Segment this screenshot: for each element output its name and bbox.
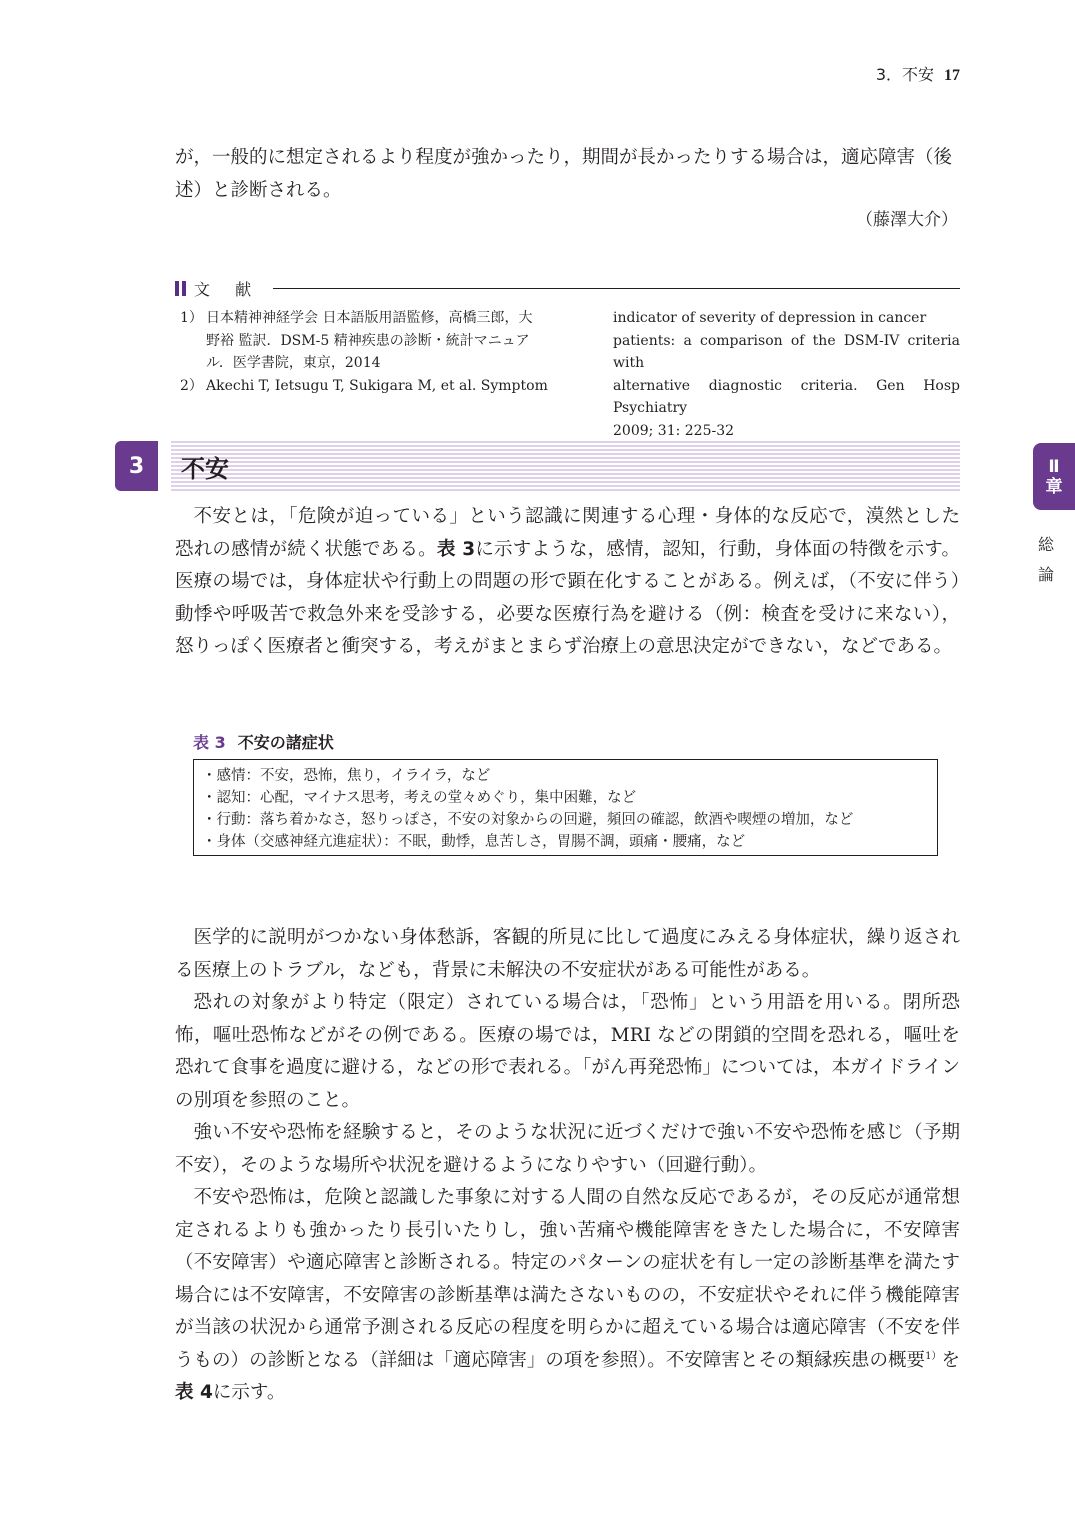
paragraph: 医学的に説明がつかない身体愁訴，客観的所見に比して過度にみえる身体症状，繰り返される医療上のトラブル，なども，背景に未解決の不安症状がある可能性がある。 [175,927,960,981]
paragraph [175,1182,960,1410]
table-title: 不安の諸症状 [237,733,334,752]
text-span: を [941,1349,960,1371]
reference-line: 野裕 監訳．DSM-5 精神疾患の診断・統計マニュア [206,332,530,349]
heading-bar-icon [182,281,186,296]
text-span: 不安や恐怖は，危険と認識した事象に対する人間の自然な反応であるが，その反応が通常想定されるよりも強かったり長引いたりし，強い苦痛や機能障害をきたした場合に，不安障害（不安障害）や適応障害と診断される。特定のパターンの症状を有し一定の診断基準を満たす場合には不安障害，不安障害の診断基準は満たさないものの，不安症状やそれに伴う機能障害が当該の状況から通常予測される反応の程度を明らかに超えている場合は適応障害（不安を伴うもの）の診断となる（詳細は「適応障害」の項を参照）。不安障害とその類縁疾患の概要 [175,1187,960,1371]
reference-line: indicator of severity of depression in cancer [613,310,927,326]
text-span: 恐れの感情が続く状態である。 [175,538,437,560]
section-label: 3．不安 [875,65,934,84]
chapter-name-char: 総 [1037,535,1054,554]
symptoms-table [193,759,938,856]
section-number: 3 [115,441,158,491]
chapter-roman: Ⅱ [1048,456,1060,477]
paragraph: 強い不安や恐怖を経験すると，そのような状況に近づくだけで強い不安や恐怖を感じ（予期不安），そのような場所や状況を避けるようになりやすい（回避行動）。 [175,1122,960,1176]
table-reference-link[interactable]: 表 3 [436,538,476,560]
text-span: い），怒りっぽく医療者と衝突する，考えがまとまらず治療上の意思決定ができない，などで [175,603,960,657]
reference-item [180,375,552,398]
reference-line: 2009; 31: 225-32 [613,422,735,439]
text-span: う）動悸や呼吸苦で救急外来を受診する，必要な医療行為を避ける（例：検査を受けに来な [175,571,960,625]
table-reference-link[interactable]: 表 4 [175,1382,213,1403]
intro-line: が，一般的に想定されるより程度が強かったり，期間が長かったりする場合は，適応障害（後 [175,147,953,168]
references-heading [175,277,960,300]
chapter-name-char: 論 [1037,565,1054,584]
table-row: ・身体（交感神経亢進症状）：不眠，動悸，息苦しさ，胃腸不調，頭痛・腰痛，など [202,834,746,850]
table-number: 表 3 [193,733,226,752]
text-span: に示すような，感情，認知，行動，身体面の特徴を示す。 [475,538,960,560]
chapter-label: 章 [1045,476,1063,497]
reference-line: 日本精神神経学会 日本語版用語監修，高橋三郎，大 [206,310,533,326]
table-row: ・行動：落ち着かなさ，怒りっぽさ，不安の対象からの回避，頻回の確認，飲酒や喫煙の増加，など [202,812,854,828]
body-paragraphs [175,922,960,1410]
section-heading [115,441,960,491]
intro-line: 述）と診断される。 [175,179,342,201]
table-row: ・感情：不安，恐怖，焦り，イライラ，など [202,768,491,784]
text-span: に示す。 [212,1382,286,1403]
running-head [876,62,960,85]
reference-line: alternative diagnostic criteria. Gen Hosp Psychiatry [613,377,960,416]
references-left-column [180,307,552,397]
page-number: 17 [944,67,960,84]
anxiety-definition-paragraph [175,501,960,664]
intro-paragraph [175,142,960,207]
author-credit: （藤澤大介） [856,210,958,230]
references-right-column [613,307,960,442]
paragraph [175,501,960,664]
section-stripe [171,441,960,491]
reference-line: patients: a comparison of the DSM-IV criteria with [613,332,960,371]
reference-line: ル．医学書院，東京，2014 [206,355,381,371]
text-span: 不安とは，「危険が迫っている」という認識に関連する心理・身体的な反応で，漠然とした [193,506,960,527]
table-caption [193,730,334,753]
references-label: 文 献 [194,280,262,299]
heading-rule [273,288,960,289]
chapter-tab[interactable] [1033,443,1075,510]
text-span: 医療の場では，身体症状や行動上の問題の形で顕在化することがある。例えば，（不安に伴 [175,571,933,592]
reference-line: Akechi T, Ietsugu T, Sukigara M, et al. Symptom [206,377,548,394]
citation-superscript[interactable]: 1） [925,1350,942,1362]
section-title: 不安 [181,455,229,483]
paragraph: 恐れの対象がより特定（限定）されている場合は，「恐怖」という用語を用いる。閉所恐怖，嘔吐恐怖などがその例である。医療の場では，MRI などの閉鎖的空間を恐れる，嘔吐を恐れて食事を過度に避ける，などの形で表れる。「がん再発恐怖」については，本ガイドラインの別項を参照のこと。 [175,992,960,1111]
text-span: ある。 [896,636,953,657]
heading-bar-icon [175,281,179,296]
chapter-name [1035,530,1057,590]
reference-number: 2） [180,377,203,394]
table-row: ・認知：心配，マイナス思考，考えの堂々めぐり，集中困難，など [202,790,637,806]
reference-item [180,307,552,375]
reference-number: 1） [180,310,203,326]
